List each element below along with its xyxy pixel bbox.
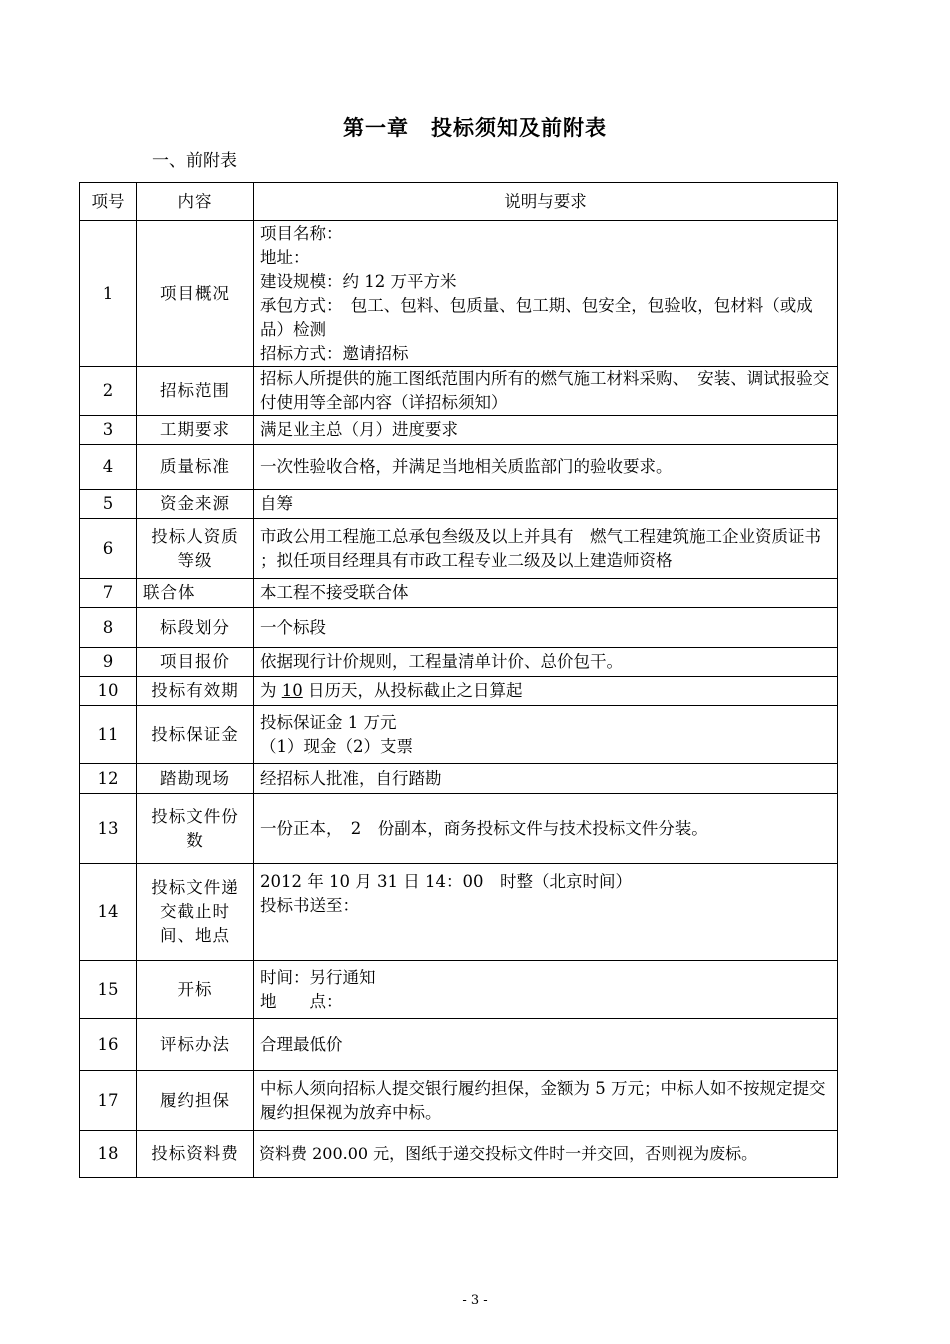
row-no: 10: [80, 677, 137, 706]
row-no: 4: [80, 445, 137, 490]
row-item: 联合体: [137, 579, 254, 608]
table-row: [80, 579, 838, 608]
row-no: 16: [80, 1019, 137, 1071]
row-no: 12: [80, 764, 137, 794]
desc-line: 投标书送至：: [260, 896, 359, 915]
row-no: 9: [80, 648, 137, 677]
row-no: 11: [80, 706, 137, 764]
row-item: 工期要求: [137, 416, 254, 445]
row-item: 投标文件递交截止时间、地点: [137, 864, 254, 961]
row-no: 2: [80, 367, 137, 416]
row-desc: 满足业主总（月）进度要求: [254, 416, 838, 445]
row-item: 标段划分: [137, 608, 254, 648]
row-desc: 招标人所提供的施工图纸范围内所有的燃气施工材料采购、 安装、调试报验交付使用等全部内容（详招标须知）: [254, 367, 838, 416]
table-row: [80, 706, 838, 764]
row-desc: 市政公用工程施工总承包叁级及以上并具有 燃气工程建筑施工企业资质证书 ；拟任项目经理具有市政工程专业二级及以上建造师资格: [254, 519, 838, 579]
row-desc: [254, 706, 838, 764]
row-desc: [254, 677, 838, 706]
table-row: [80, 1131, 838, 1178]
table-row: [80, 677, 838, 706]
row-desc: [254, 221, 838, 367]
row-desc: 自筹: [254, 490, 838, 519]
row-no: 17: [80, 1071, 137, 1131]
table-row: [80, 864, 838, 961]
row-item: 投标文件份数: [137, 794, 254, 864]
row-item: 投标人资质等级: [137, 519, 254, 579]
table-row: [80, 961, 838, 1019]
validity-days: 10: [281, 681, 303, 700]
desc-post: 日历天，从投标截止之日算起: [302, 681, 523, 700]
table-row: [80, 490, 838, 519]
row-desc: 一个标段: [254, 608, 838, 648]
row-item: 评标办法: [137, 1019, 254, 1071]
row-no: 8: [80, 608, 137, 648]
row-desc: 资料费 200.00 元，图纸于递交投标文件时一并交回，否则视为废标。: [254, 1131, 838, 1178]
desc-line: 承包方式： 包工、包料、包质量、包工期、包安全，包验收，包材料（或成品）检测: [260, 295, 813, 339]
row-item: 项目报价: [137, 648, 254, 677]
desc-line: 地 点：: [260, 991, 343, 1011]
table-row: [80, 445, 838, 490]
page-number: - 3 -: [462, 1293, 488, 1308]
row-desc: 经招标人批准，自行踏勘: [254, 764, 838, 794]
row-item: 资金来源: [137, 490, 254, 519]
row-desc: 一次性验收合格，并满足当地相关质监部门的验收要求。: [254, 445, 838, 490]
row-no: 5: [80, 490, 137, 519]
desc-line: 2012 年 10 月 31 日 14：00 时整（北京时间）: [260, 872, 632, 891]
row-item: 履约担保: [137, 1071, 254, 1131]
table-header-row: [80, 183, 838, 221]
row-no: 6: [80, 519, 137, 579]
table-row: [80, 764, 838, 794]
row-no: 3: [80, 416, 137, 445]
appendix-table: [79, 182, 838, 1178]
section-subtitle: 一、前附表: [152, 151, 237, 171]
row-no: 13: [80, 794, 137, 864]
row-no: 1: [80, 221, 137, 367]
chapter-title: 第一章 投标须知及前附表: [343, 115, 607, 140]
desc-line: 建设规模：约 12 万平方米: [260, 271, 457, 291]
row-desc: 中标人须向招标人提交银行履约担保，金额为 5 万元；中标人如不按规定提交履约担保视为放弃中标。: [254, 1071, 838, 1131]
table-row: [80, 648, 838, 677]
row-desc: 本工程不接受联合体: [254, 579, 838, 608]
table-row: [80, 519, 838, 579]
row-no: 14: [80, 864, 137, 961]
row-item: 项目概况: [137, 221, 254, 367]
header-item: 内容: [137, 183, 254, 221]
row-item: 投标保证金: [137, 706, 254, 764]
header-desc: 说明与要求: [254, 183, 838, 221]
row-desc: [254, 961, 838, 1019]
desc-line: 项目名称：: [260, 223, 343, 243]
table-row: [80, 1071, 838, 1131]
table-row: [80, 416, 838, 445]
row-desc: [254, 864, 838, 961]
row-item: 投标资料费: [137, 1131, 254, 1178]
row-no: 18: [80, 1131, 137, 1178]
row-no: 15: [80, 961, 137, 1019]
desc-line: 地址：: [260, 247, 310, 267]
row-item: 开标: [137, 961, 254, 1019]
desc-line: （1）现金（2）支票: [260, 736, 413, 756]
desc-pre: 为: [260, 681, 282, 700]
row-item: 质量标准: [137, 445, 254, 490]
header-no: 项号: [80, 183, 137, 221]
row-item: 投标有效期: [137, 677, 254, 706]
desc-line: 投标保证金 1 万元: [260, 712, 397, 732]
row-item: 招标范围: [137, 367, 254, 416]
table-row: [80, 367, 838, 416]
table-row: [80, 1019, 838, 1071]
table-row: [80, 794, 838, 864]
row-desc: 一份正本， 2 份副本，商务投标文件与技术投标文件分装。: [254, 794, 838, 864]
row-desc: 依据现行计价规则，工程量清单计价、总价包干。: [254, 648, 838, 677]
row-item: 踏勘现场: [137, 764, 254, 794]
table-row: [80, 221, 838, 367]
row-no: 7: [80, 579, 137, 608]
table-row: [80, 608, 838, 648]
row-desc: 合理最低价: [254, 1019, 838, 1071]
desc-line: 时间：另行通知: [260, 967, 376, 987]
desc-line: 招标方式：邀请招标: [260, 343, 409, 363]
